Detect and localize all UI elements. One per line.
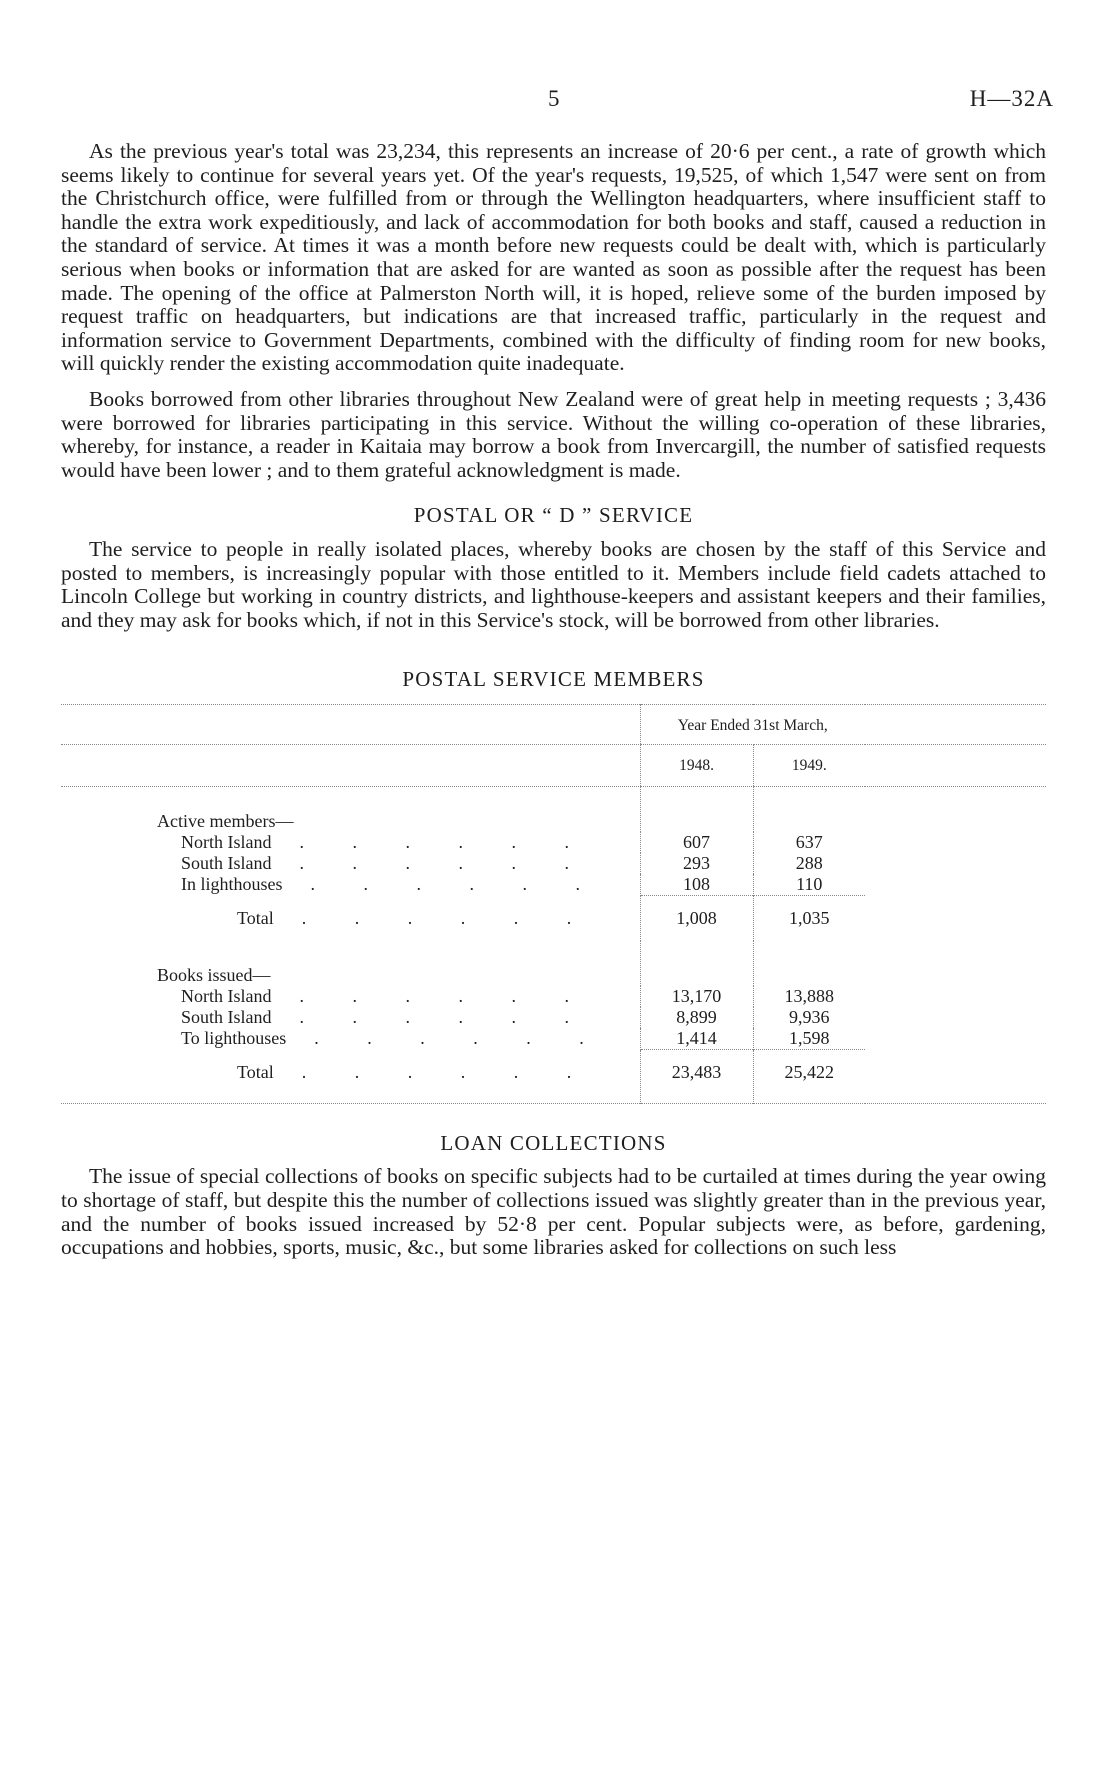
loan-collections-heading: LOAN COLLECTIONS	[440, 1130, 667, 1155]
column-header-1948: 1948.	[640, 744, 753, 786]
leader-dots: . . . . . .	[301, 1061, 594, 1082]
table-row	[61, 874, 1046, 896]
group-title: Active members—	[157, 810, 294, 831]
row-label: South Island	[181, 1006, 272, 1027]
leader-dots: . . . . . .	[299, 985, 591, 1006]
paragraph-request-growth: As the previous year's total was 23,234, this represents an increase of 20·6 per cent., a rate of growth which seems likely to continue for several years yet. Of the year's requests, 19,525, of which 1,547 were sent on from the Christchurch office, were fulfilled from or through the Wellington headquarters, where insufficient staff to handle the extra work expeditiously, and lack of accommodation for both books and staff, caused a reduction in the standard of service. At times it was a month before new requests could be dealt with, which is particularly serious when books or information that are asked for are wanted as soon as possible after the request has been made. The opening of the office at Palmerston North will, it is hoped, relieve some of the burden imposed by request traffic on headquarters, but indications are that increased traffic, particularly in the request and information service to Government Departments, combined with the difficulty of finding room for new books, will quickly render the existing accommodation quite inadequate.	[61, 139, 1046, 376]
table-row	[61, 1028, 1046, 1050]
loan-collections-paragraph: The issue of special collections of books on specific subjects had to be curtailed at times during the year owing to shortage of staff, but despite this the number of collections issued was slightly greater than in the previous year, and the number of books issued increased by 52·8 per cent. Popular subjects were, as before, gardening, occupations and hobbies, sports, music, &c., but some libraries asked for collections on such less	[61, 1164, 1046, 1260]
row-label: To lighthouses	[181, 1028, 287, 1049]
cell-1949: 9,936	[753, 1007, 865, 1028]
cell-1948: 1,414	[640, 1028, 753, 1050]
leader-dots: . . . . . .	[314, 1028, 606, 1049]
page-number: 5	[548, 86, 560, 111]
cell-1949: 13,888	[753, 986, 865, 1007]
cell-1948: 607	[640, 832, 753, 853]
total-1949: 25,422	[753, 1049, 865, 1103]
row-label: North Island	[181, 985, 272, 1006]
row-label: In lighthouses	[181, 874, 283, 895]
group-title-row	[61, 786, 1046, 832]
postal-service-paragraph: The service to people in really isolated places, whereby books are chosen by the staff of this Service and posted to members, is increasingly popular with those entitled to it. Members include field cadets attached to Lincoln College but working in country districts, and lighthouse-keepers and assistant keepers and their families, and they may ask for books which, if not in this Service's stock, will be borrowed from other libraries.	[61, 536, 1046, 632]
leader-dots: . . . . . .	[301, 907, 594, 928]
table-row	[61, 986, 1046, 1007]
cell-1948: 108	[640, 874, 753, 896]
table-row	[61, 1007, 1046, 1028]
postal-service-heading: POSTAL OR “ D ” SERVICE	[413, 503, 694, 528]
total-1948: 23,483	[640, 1049, 753, 1103]
group-title: Books issued—	[157, 964, 271, 985]
leader-dots: . . . . . .	[299, 1006, 592, 1027]
cell-1949: 110	[753, 874, 865, 896]
row-label: South Island	[181, 852, 272, 873]
paragraph-interlibrary-loans: Books borrowed from other libraries throughout New Zealand were of great help in meeting requests ; 3,436 were borrowed for libraries participating in this service. Without the willing co-operation of these libraries, whereby, for instance, a reader in Kaitaia may borrow a book from Invercargill, the number of satisfied requests would have been lower ; and to them grateful acknowledgment is made.	[61, 386, 1046, 482]
members-table-title: POSTAL SERVICE MEMBERS	[402, 667, 705, 692]
cell-1948: 13,170	[640, 986, 753, 1007]
leader-dots: . . . . . .	[310, 874, 602, 895]
page-header	[0, 86, 1114, 116]
cell-1948: 293	[640, 853, 753, 874]
leader-dots: . . . . . .	[299, 852, 592, 873]
total-label: Total	[237, 1061, 274, 1082]
total-row	[61, 1049, 1046, 1103]
leader-dots: . . . . . .	[299, 831, 591, 852]
total-1949: 1,035	[753, 895, 865, 941]
year-ended-header: Year Ended 31st March,	[640, 704, 865, 744]
document-reference: H—32A	[969, 86, 1054, 111]
cell-1949: 1,598	[753, 1028, 865, 1050]
cell-1948: 8,899	[640, 1007, 753, 1028]
total-label: Total	[237, 907, 274, 928]
column-header-1949: 1949.	[753, 744, 865, 786]
table-row	[61, 832, 1046, 853]
group-title-row	[61, 941, 1046, 986]
cell-1949: 288	[753, 853, 865, 874]
total-1948: 1,008	[640, 895, 753, 941]
postal-members-table	[61, 704, 1046, 1104]
table-row	[61, 853, 1046, 874]
cell-1949: 637	[753, 832, 865, 853]
row-label: North Island	[181, 831, 272, 852]
total-row	[61, 895, 1046, 941]
page-body	[61, 140, 1046, 1272]
